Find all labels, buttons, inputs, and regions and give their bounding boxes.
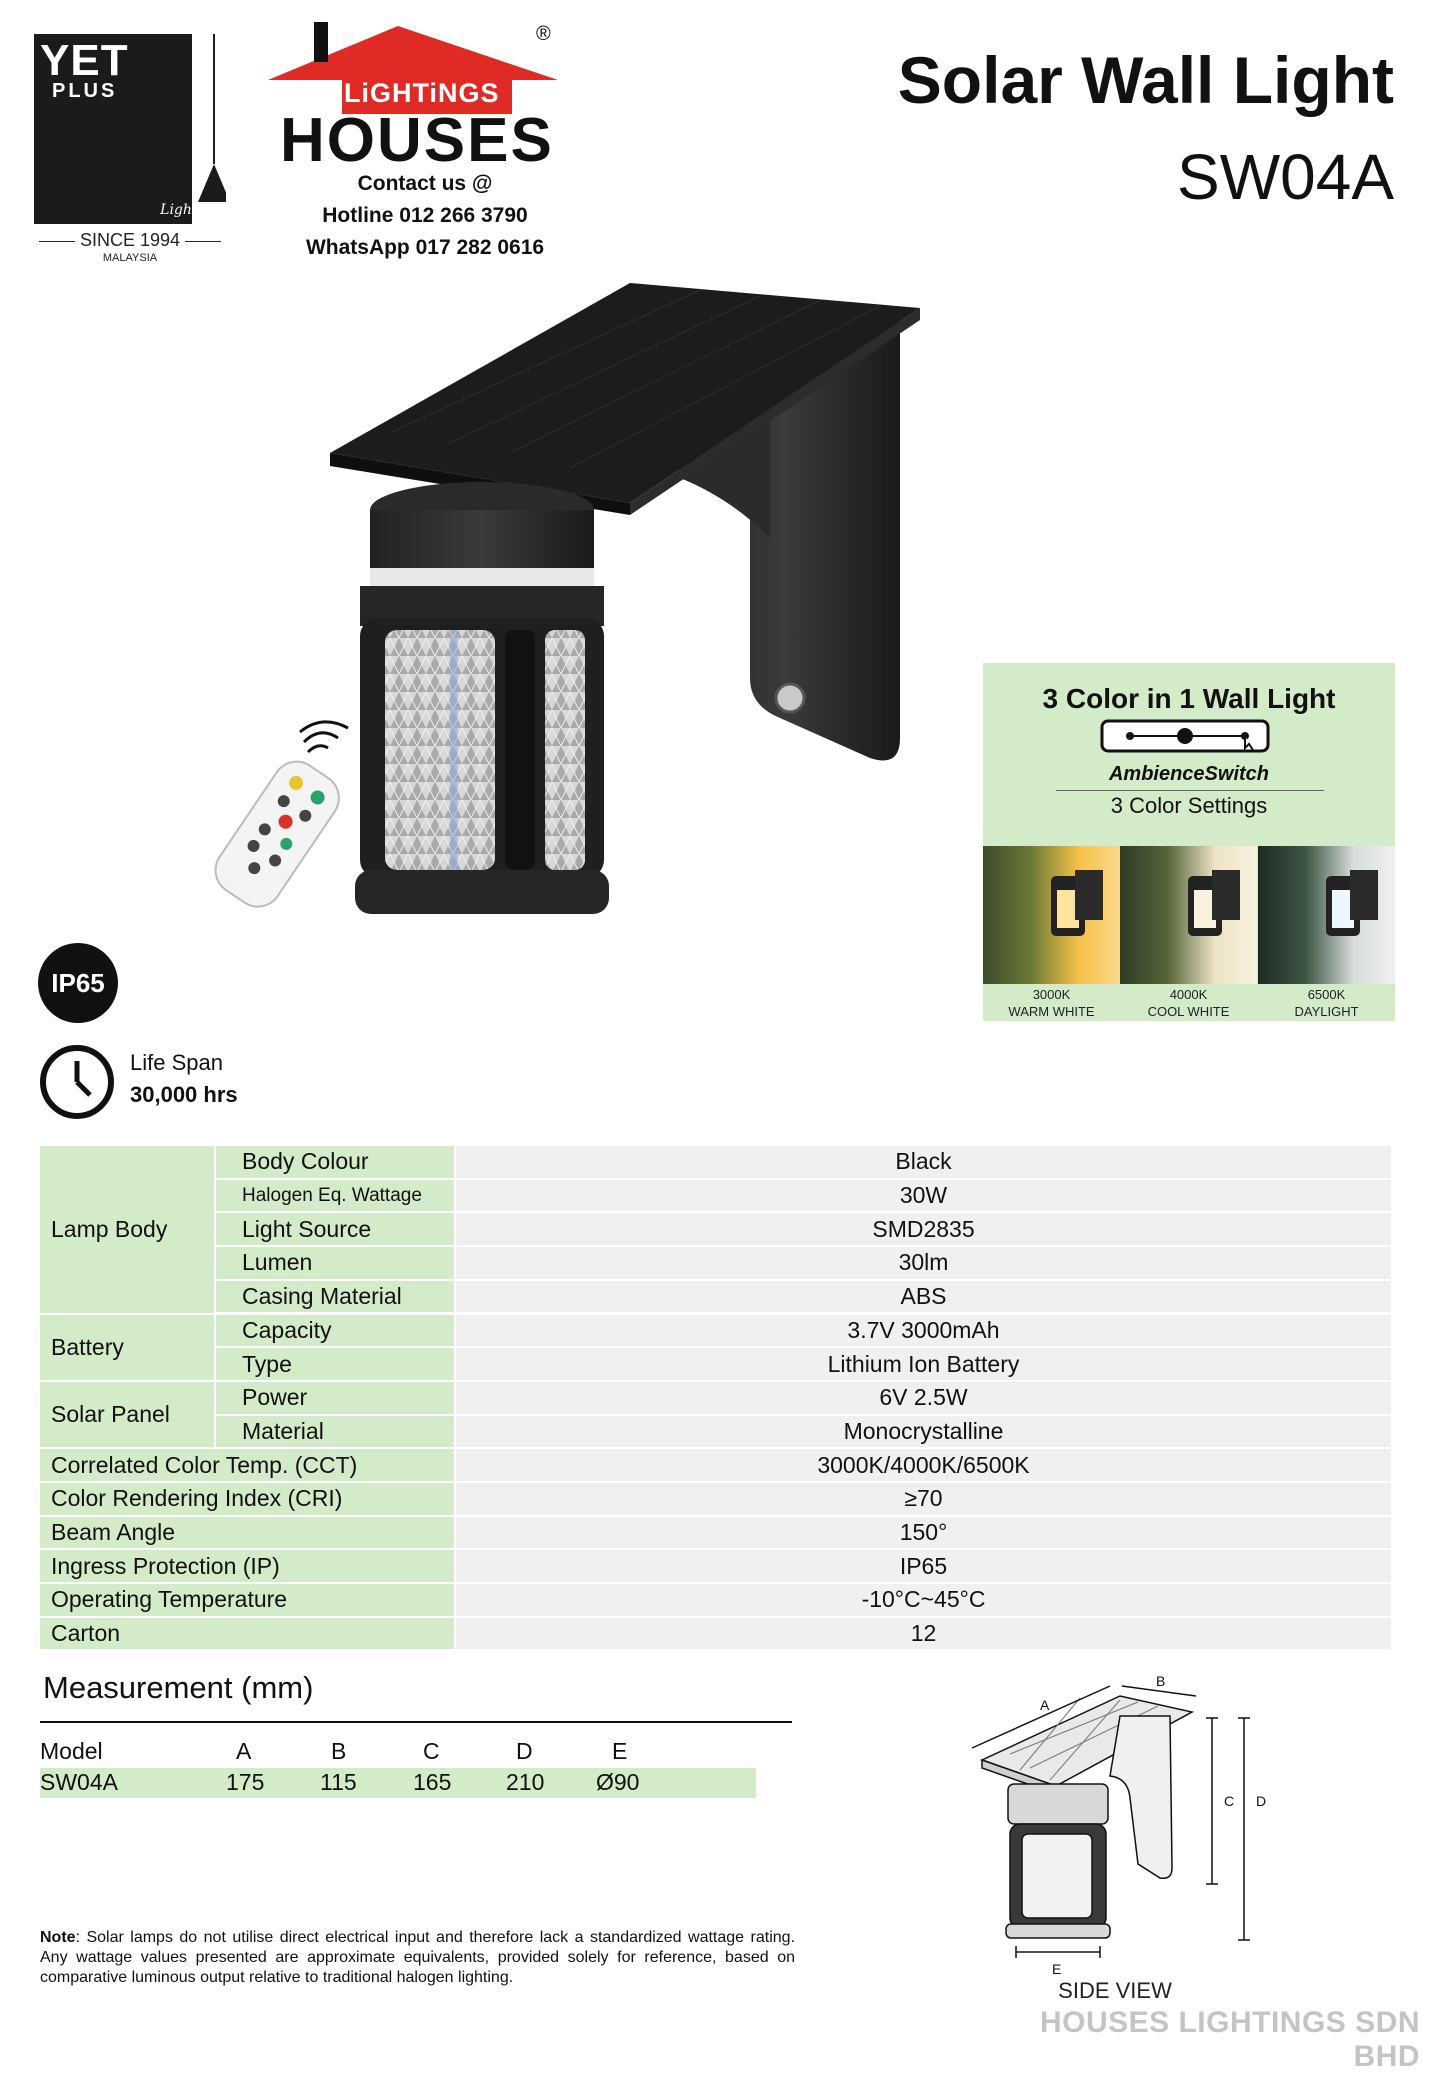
dim-d-label: D <box>1256 1793 1267 1809</box>
meas-value-c: 165 <box>413 1769 452 1795</box>
cool-white-label: 4000K COOL WHITE <box>1147 987 1230 1019</box>
color-panel-title: 3 Color in 1 Wall Light <box>1042 683 1336 714</box>
spec-group-label: Solar Panel <box>40 1382 216 1449</box>
measurement-title: Measurement (mm) <box>43 1670 314 1705</box>
meas-header-model: Model <box>40 1738 103 1764</box>
lamp-icon <box>1258 846 1395 984</box>
ambience-switch-icon <box>1100 719 1270 753</box>
meas-header-d: D <box>516 1738 533 1764</box>
spec-row-value: 30lm <box>456 1247 1393 1281</box>
meas-header-e: E <box>612 1738 628 1764</box>
spec-row-value: 12 <box>456 1618 1393 1652</box>
contact-block <box>270 168 580 264</box>
three-color-panel <box>983 663 1395 1021</box>
spec-row-label: Operating Temperature <box>40 1584 456 1618</box>
note-text: Note: Solar lamps do not utilise direct electrical input and therefore lack a standardized wattage rating. Any wattage values presented are approximate equivalents, provided solely for reference, based on comparative luminous output relative to traditional halogen lighting. <box>40 1929 795 1986</box>
spec-row-value: Monocrystalline <box>456 1416 1393 1450</box>
daylight-label: 6500K DAYLIGHT <box>1294 987 1359 1019</box>
spec-group-label: Lamp Body <box>40 1146 216 1315</box>
spec-row-label: Light Source <box>216 1213 456 1247</box>
side-view-label: SIDE VIEW <box>1058 1978 1172 2003</box>
spec-row-value: 6V 2.5W <box>456 1382 1393 1416</box>
meas-header-b: B <box>331 1738 347 1764</box>
spec-row-value: Black <box>456 1146 1393 1180</box>
spec-row-value: IP65 <box>456 1550 1393 1584</box>
meas-value-model: SW04A <box>40 1769 118 1795</box>
solar-wall-light-image <box>300 278 940 938</box>
warm-white-label: 3000K WARM WHITE <box>1008 987 1095 1019</box>
spec-row-label: Correlated Color Temp. (CCT) <box>40 1449 456 1483</box>
logo-lightings-word: LiGHTiNGS <box>344 78 500 108</box>
spec-row-label: Carton <box>40 1618 456 1652</box>
dim-c-label: C <box>1224 1793 1235 1809</box>
warm-white-photo <box>983 846 1120 984</box>
logo-yet-word: YET <box>40 36 129 85</box>
divider <box>1056 790 1324 791</box>
color-settings-label: 3 Color Settings <box>1110 793 1268 818</box>
spec-group-label: Battery <box>40 1315 216 1382</box>
clock-icon <box>38 1043 116 1121</box>
contact-heading: Contact us @ <box>357 172 493 195</box>
lamp-icon <box>983 846 1120 984</box>
whatsapp-text: WhatsApp 017 282 0616 <box>305 236 545 259</box>
dim-b-label: B <box>1156 1673 1166 1689</box>
spec-row-label: Ingress Protection (IP) <box>40 1550 456 1584</box>
ip-rating-badge: IP65 <box>38 943 118 1023</box>
measurement-row-highlight <box>40 1768 756 1798</box>
houses-lightings-logo <box>268 18 578 175</box>
logo-houses-word: HOUSES <box>280 106 554 175</box>
hotline-text: Hotline 012 266 3790 <box>322 204 528 227</box>
lamp-line-icon <box>184 34 226 224</box>
spec-row-label: Power <box>216 1382 456 1416</box>
meas-value-b: 115 <box>320 1769 357 1795</box>
footer-company: HOUSES LIGHTINGS SDN BHD <box>1039 2006 1420 2073</box>
remote-control-image <box>200 720 360 920</box>
measurement-divider <box>40 1721 792 1723</box>
meas-header-a: A <box>236 1738 252 1764</box>
life-span-value: 30,000 hrs <box>130 1082 238 1107</box>
country-text: MALAYSIA <box>102 252 158 264</box>
svg-text:®: ® <box>536 23 551 45</box>
side-view-diagram <box>960 1668 1280 1978</box>
spec-row-value: 3000K/4000K/6500K <box>456 1449 1393 1483</box>
spec-row-label: Beam Angle <box>40 1517 456 1551</box>
signal-wave-icon <box>300 722 348 752</box>
logo-plus-word: PLUS <box>52 80 118 102</box>
meas-value-a: 175 <box>226 1769 265 1795</box>
lamp-icon <box>1120 846 1257 984</box>
cool-white-photo <box>1120 846 1257 984</box>
logo-lighting-script: Lighting <box>160 202 220 218</box>
spec-row-label: Color Rendering Index (CRI) <box>40 1483 456 1517</box>
meas-value-e: Ø90 <box>596 1769 640 1795</box>
spec-row-value: -10°C~45°C <box>456 1584 1393 1618</box>
dim-a-label: A <box>1040 1697 1050 1713</box>
spec-row-value: 30W <box>456 1180 1393 1214</box>
spec-row-value: Lithium Ion Battery <box>456 1348 1393 1382</box>
spec-row-value: 3.7V 3000mAh <box>456 1315 1393 1349</box>
spec-row-label: Type <box>216 1348 456 1382</box>
spec-row-value: 150° <box>456 1517 1393 1551</box>
meas-header-c: C <box>423 1738 440 1764</box>
spec-row-label: Capacity <box>216 1315 456 1349</box>
since-text: SINCE 1994 <box>34 230 226 251</box>
spec-row-label: Material <box>216 1416 456 1450</box>
ambience-switch-label: AmbienceSwitch <box>1108 763 1270 785</box>
spec-row-label: Lumen <box>216 1247 456 1281</box>
spec-row-label: Casing Material <box>216 1281 456 1315</box>
spec-row-label: Halogen Eq. Wattage <box>216 1180 456 1214</box>
spec-table <box>40 1146 1393 1652</box>
yet-plus-logo <box>34 34 226 224</box>
spec-row-value: ABS <box>456 1281 1393 1315</box>
spec-row-value: ≥70 <box>456 1483 1393 1517</box>
page-title: Solar Wall Light <box>897 43 1394 117</box>
spec-row-value: SMD2835 <box>456 1213 1393 1247</box>
spec-row-label: Body Colour <box>216 1146 456 1180</box>
daylight-photo <box>1258 846 1395 984</box>
life-span-label: Life Span <box>130 1050 223 1075</box>
model-number: SW04A <box>1177 141 1394 213</box>
meas-value-d: 210 <box>506 1769 545 1795</box>
dim-e-label: E <box>1052 1961 1062 1977</box>
